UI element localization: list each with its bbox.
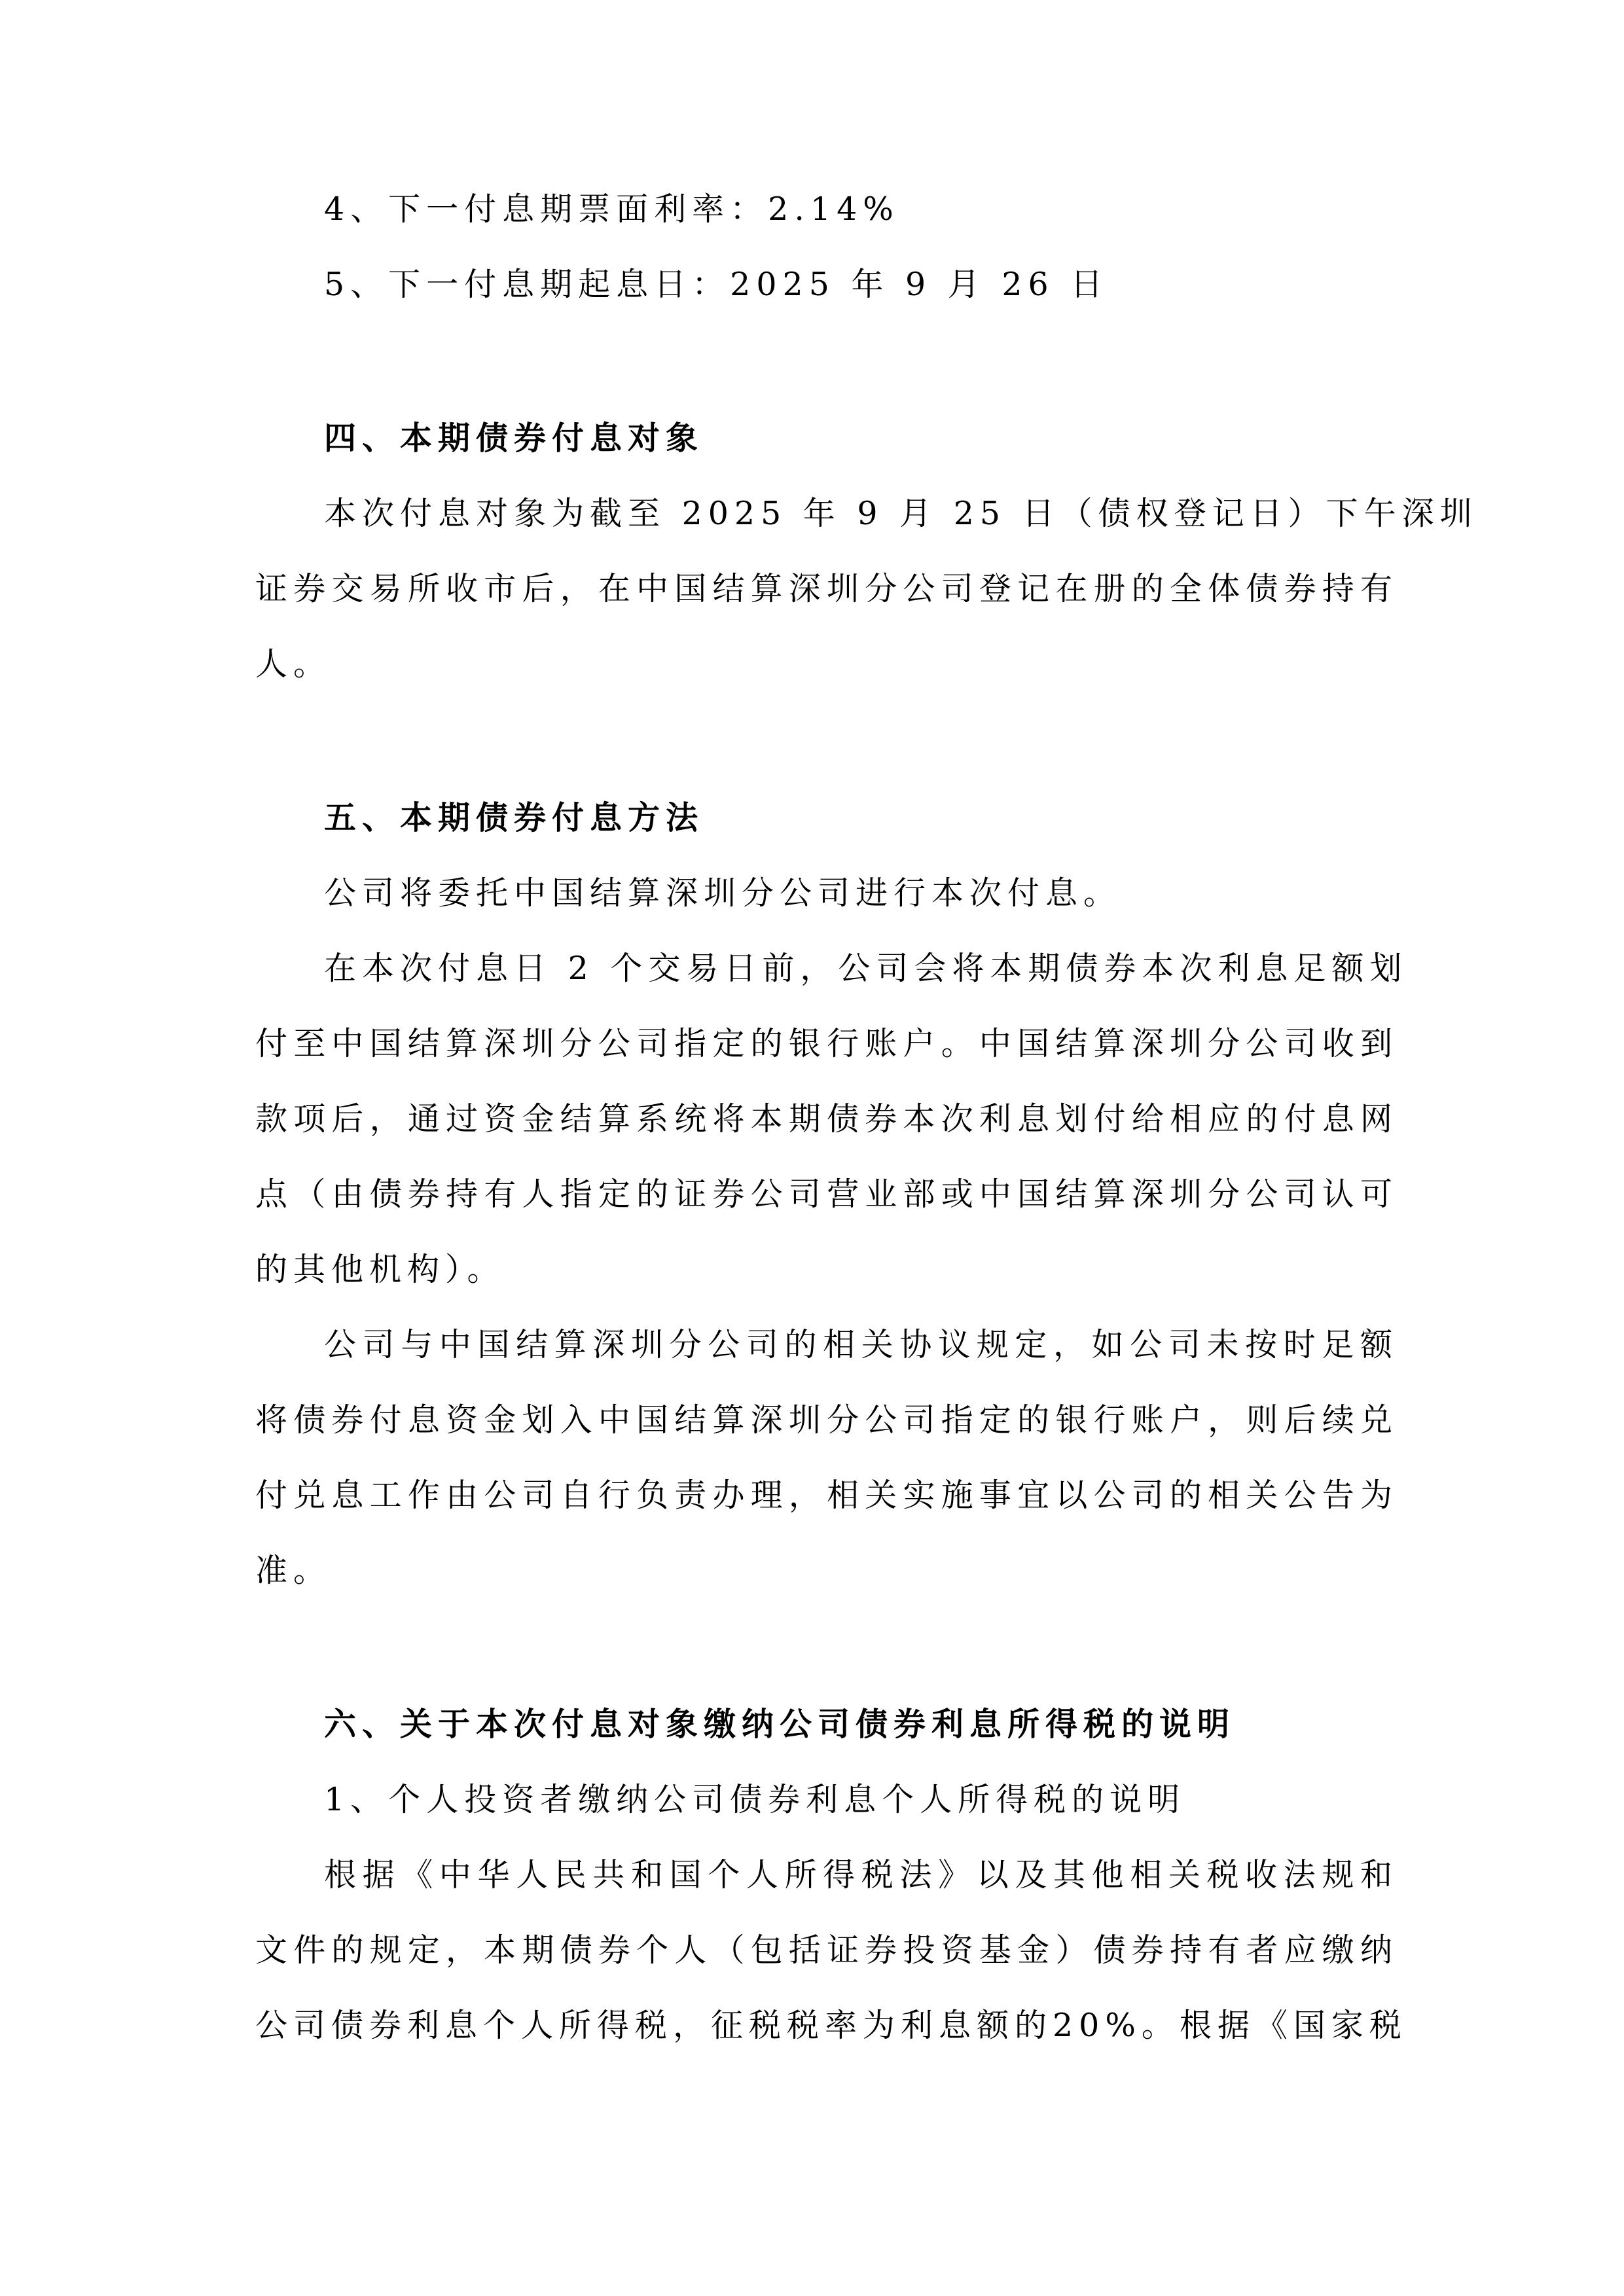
paragraph-line: 付至中国结算深圳分公司指定的银行账户。中国结算深圳分公司收到 xyxy=(255,1025,1398,1062)
paragraph-line: 准。 xyxy=(255,1552,332,1589)
paragraph-line: 文件的规定，本期债券个人（包括证券投资基金）债券持有者应缴纳 xyxy=(255,1931,1398,1969)
paragraph-line: 款项后，通过资金结算系统将本期债券本次利息划付给相应的付息网 xyxy=(255,1100,1398,1138)
paragraph-line: 在本次付息日 2 个交易日前，公司会将本期债券本次利息足额划 xyxy=(324,950,1408,987)
section-heading: 五、本期债券付息方法 xyxy=(324,798,704,836)
paragraph-line: 公司债券利息个人所得税，征税税率为利息额的20%。根据《国家税 xyxy=(255,2007,1407,2044)
paragraph-line: 将债券付息资金划入中国结算深圳分公司指定的银行账户，则后续兑 xyxy=(255,1401,1398,1439)
section-heading: 四、本期债券付息对象 xyxy=(324,419,704,457)
paragraph-line: 根据《中华人民共和国个人所得税法》以及其他相关税收法规和 xyxy=(324,1856,1398,1893)
paragraph-line: 证券交易所收市后，在中国结算深圳分公司登记在册的全体债券持有 xyxy=(255,570,1398,607)
list-item: 5、下一付息期起息日：2025 年 9 月 26 日 xyxy=(324,266,1109,303)
paragraph-line: 1、个人投资者缴纳公司债券利息个人所得税的说明 xyxy=(324,1781,1186,1818)
paragraph-line: 付兑息工作由公司自行负责办理，相关实施事宜以公司的相关公告为 xyxy=(255,1477,1398,1514)
paragraph-line: 公司将委托中国结算深圳分公司进行本次付息。 xyxy=(324,874,1122,912)
paragraph-line: 本次付息对象为截至 2025 年 9 月 25 日（债权登记日）下午深圳 xyxy=(324,495,1478,532)
list-item: 4、下一付息期票面利率：2.14% xyxy=(324,190,899,228)
paragraph-line: 的其他机构）。 xyxy=(255,1251,505,1288)
paragraph-line: 人。 xyxy=(255,645,332,683)
paragraph-line: 点（由债券持有人指定的证券公司营业部或中国结算深圳分公司认可 xyxy=(255,1175,1398,1213)
paragraph-line: 公司与中国结算深圳分公司的相关协议规定，如公司未按时足额 xyxy=(324,1326,1398,1363)
section-heading: 六、关于本次付息对象缴纳公司债券利息所得税的说明 xyxy=(324,1705,1236,1743)
